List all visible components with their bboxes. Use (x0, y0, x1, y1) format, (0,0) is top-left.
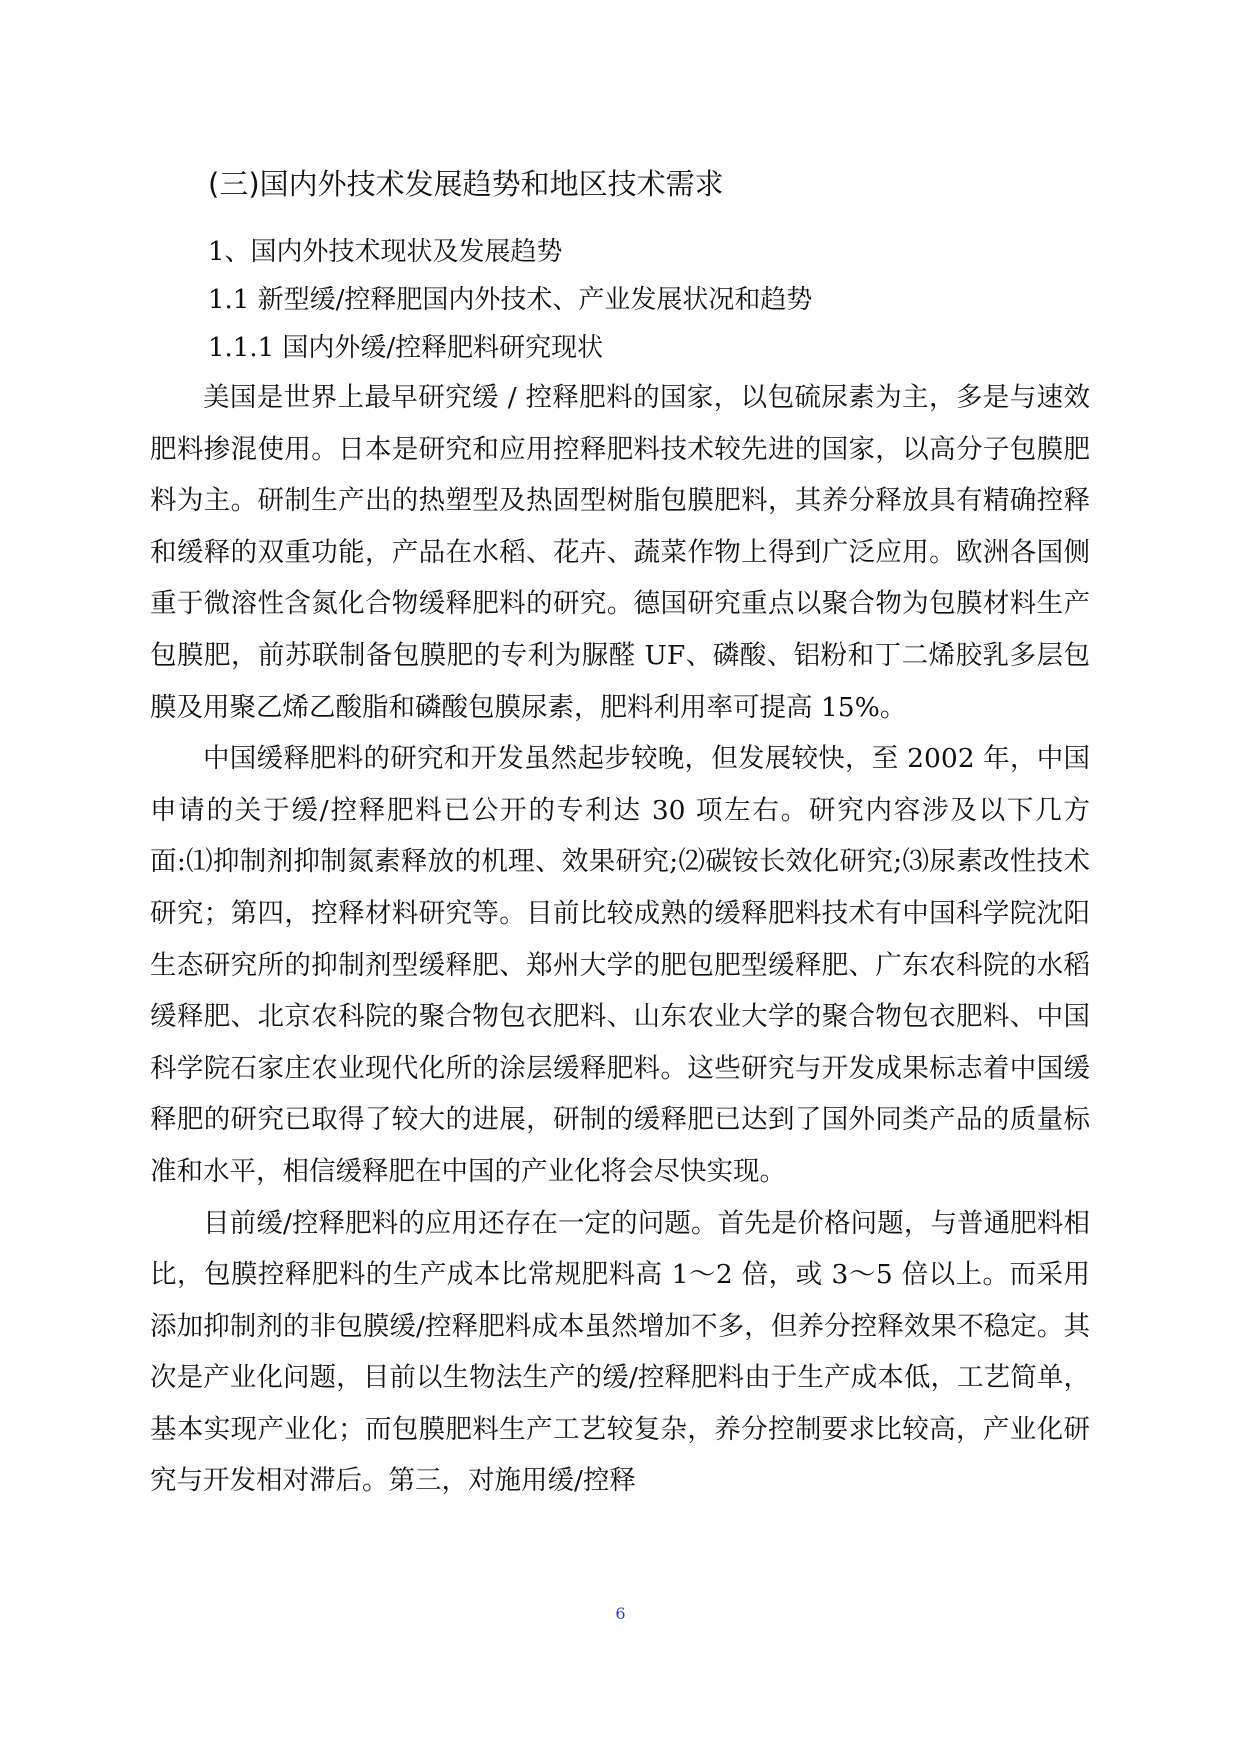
paragraph-current-problems: 目前缓/控释肥料的应用还存在一定的问题。首先是价格问题，与普通肥料相比，包膜控释肥料的生产成本比常规肥料高 1～2 倍，或 3～5 倍以上。而采用添加抑制剂的非包膜缓/控释肥料成本虽然增加不多，但养分控释效果不稳定。其次是产业化问题，目前以生物法生产的缓/控释肥料由于生产成本低，工艺简单，基本实现产业化；而包膜肥料生产工艺较复杂，养分控制要求比较高，产业化研究与开发相对滞后。第三，对施用缓/控释 (150, 1207, 1090, 1497)
paragraph-china-research: 中国缓释肥料的研究和开发虽然起步较晚，但发展较快，至 2002 年，中国申请的关于缓/控释肥料已公开的专利达 30 项左右。研究内容涉及以下几方面:⑴抑制剂抑制氮素释放的机理、效果研究;⑵碳铵长效化研究;⑶尿素改性技术研究；第四，控释材料研究等。目前比较成熟的缓释肥料技术有中国科学院沈阳生态研究所的抑制剂型缓释肥、郑州大学的肥包肥型缓释肥、广东农科院的水稻缓释肥、北京农科院的聚合物包衣肥料、山东农业大学的聚合物包衣肥料、中国科学院石家庄农业现代化所的涂层缓释肥料。这些研究与开发成果标志着中国缓释肥的研究已取得了较大的进展，研制的缓释肥已达到了国外同类产品的质量标准和水平，相信缓释肥在中国的产业化将会尽快实现。 (150, 743, 1090, 1187)
heading-level-3: 1.1.1 国内外缓/控释肥料研究现状 (208, 333, 604, 363)
document-body (150, 160, 1090, 1507)
paragraph-foreign-research: 美国是世界上最早研究缓 / 控释肥料的国家，以包硫尿素为主，多是与速效肥料掺混使用。日本是研究和应用控释肥料技术较先进的国家，以高分子包膜肥料为主。研制生产出的热塑型及热固型树脂包膜肥料，其养分释放具有精确控释和缓释的双重功能，产品在水稻、花卉、蔬菜作物上得到广泛应用。欧洲各国侧重于微溶性含氮化合物缓释肥料的研究。德国研究重点以聚合物为包膜材料生产包膜肥，前苏联制备包膜肥的专利为脲醛 UF、磷酸、铝粉和丁二烯胶乳多层包膜及用聚乙烯乙酸脂和磷酸包膜尿素，肥料利用率可提高 15%。 (150, 382, 1090, 723)
heading-level-1: 1、国内外技术现状及发展趋势 (208, 237, 563, 267)
page-number: 6 (615, 1604, 626, 1623)
heading-level-2: 1.1 新型缓/控释肥国内外技术、产业发展状况和趋势 (208, 285, 813, 315)
section-title: (三)国内外技术发展趋势和地区技术需求 (208, 167, 724, 201)
